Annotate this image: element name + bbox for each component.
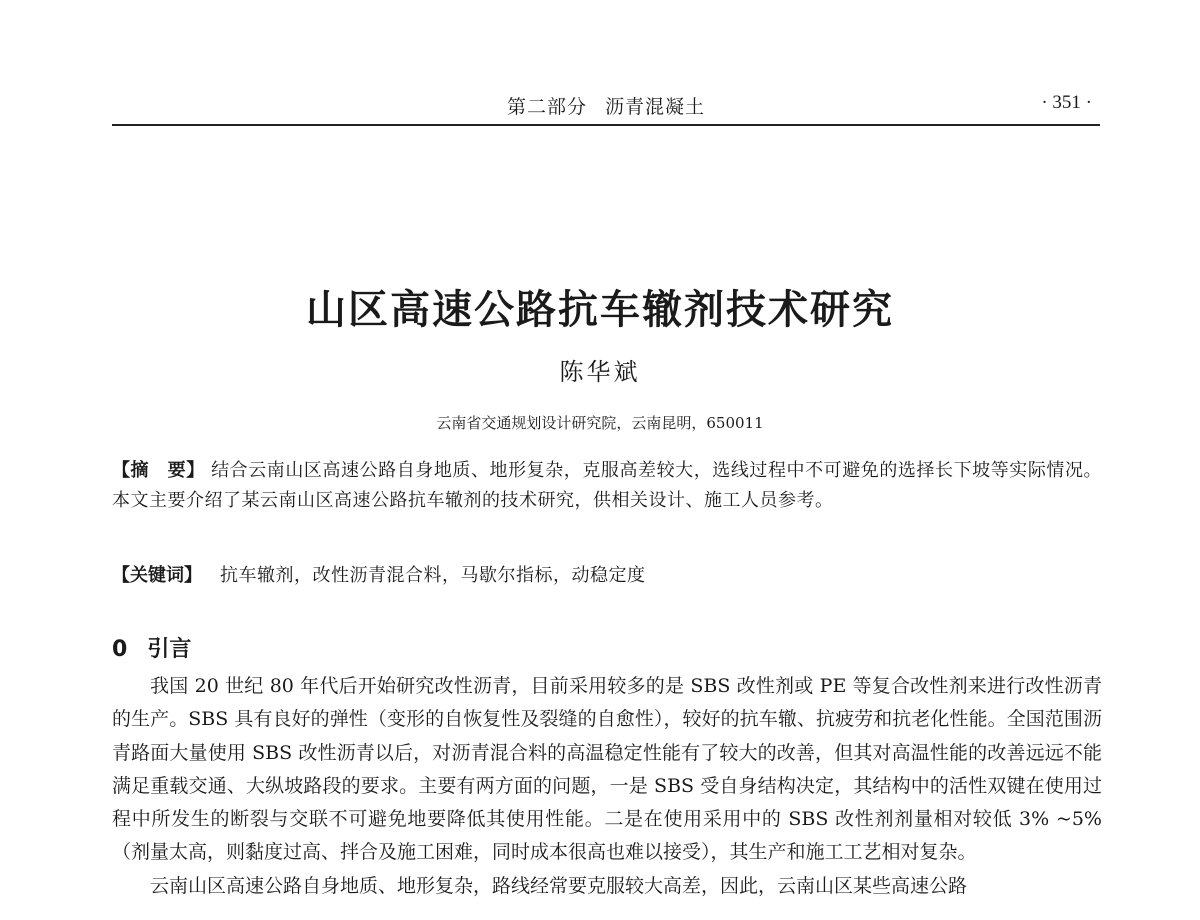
paragraph: 云南山区高速公路自身地质、地形复杂，路线经常要克服较大高差，因此，云南山区某些高速公路: [150, 874, 968, 897]
running-title: [112, 92, 1100, 119]
abstract-text: 结合云南山区高速公路自身地质、地形复杂，克服高差较大，选线过程中不可避免的选择长下坡等实际情况。本文主要介绍了某云南山区高速公路抗车辙剂的技术研究，供相关设计、施工人员参考。: [112, 460, 1103, 511]
page-number: · 351 ·: [1041, 92, 1092, 113]
body-text: [112, 670, 1102, 903]
section-number: 0: [112, 637, 128, 662]
section-heading: [112, 632, 191, 663]
header-section: 沥青混凝土: [605, 96, 706, 118]
author-affiliation: 云南省交通规划设计研究院，云南昆明，650011: [436, 414, 764, 432]
paragraph: 我国 20 世纪 80 年代后开始研究改性沥青，目前采用较多的是 SBS 改性剂或 PE 等复合改性剂来进行改性沥青的生产。SBS 具有良好的弹性（变形的自恢复性及裂缝的自愈性），较好的抗车辙、抗疲劳和抗老化性能。全国范围沥青路面大量使用 SBS 改性沥青以后，对沥青混合料的高温稳定性能有了较大的改善，但其对高温性能的改善远远不能满足重载交通、大纵坡路段的要求。主要有两方面的问题，一是 SBS 受自身结构决定，其结构中的活性双键在使用过程中所发生的断裂与交联不可避免地要降低其使用性能。二是在使用采用中的 SBS 改性剂剂量相对较低 3% ~5% （剂量太高，则黏度过高、拌合及施工困难，同时成本很高也难以接受），其生产和施工工艺相对复杂。: [112, 675, 1102, 864]
author-name: 陈华斌: [559, 358, 641, 386]
keywords: [112, 561, 1102, 591]
keywords-label: 【关键词】: [112, 565, 202, 586]
article-title: 山区高速公路抗车辙剂技术研究: [306, 286, 894, 333]
section-title: 引言: [147, 637, 192, 662]
running-header: [112, 88, 1100, 126]
abstract: [112, 456, 1102, 516]
abstract-label: 【摘 要】: [112, 460, 205, 481]
header-part: 第二部分: [506, 96, 587, 118]
keywords-text: 抗车辙剂，改性沥青混合料，马歇尔指标，动稳定度: [220, 565, 646, 586]
